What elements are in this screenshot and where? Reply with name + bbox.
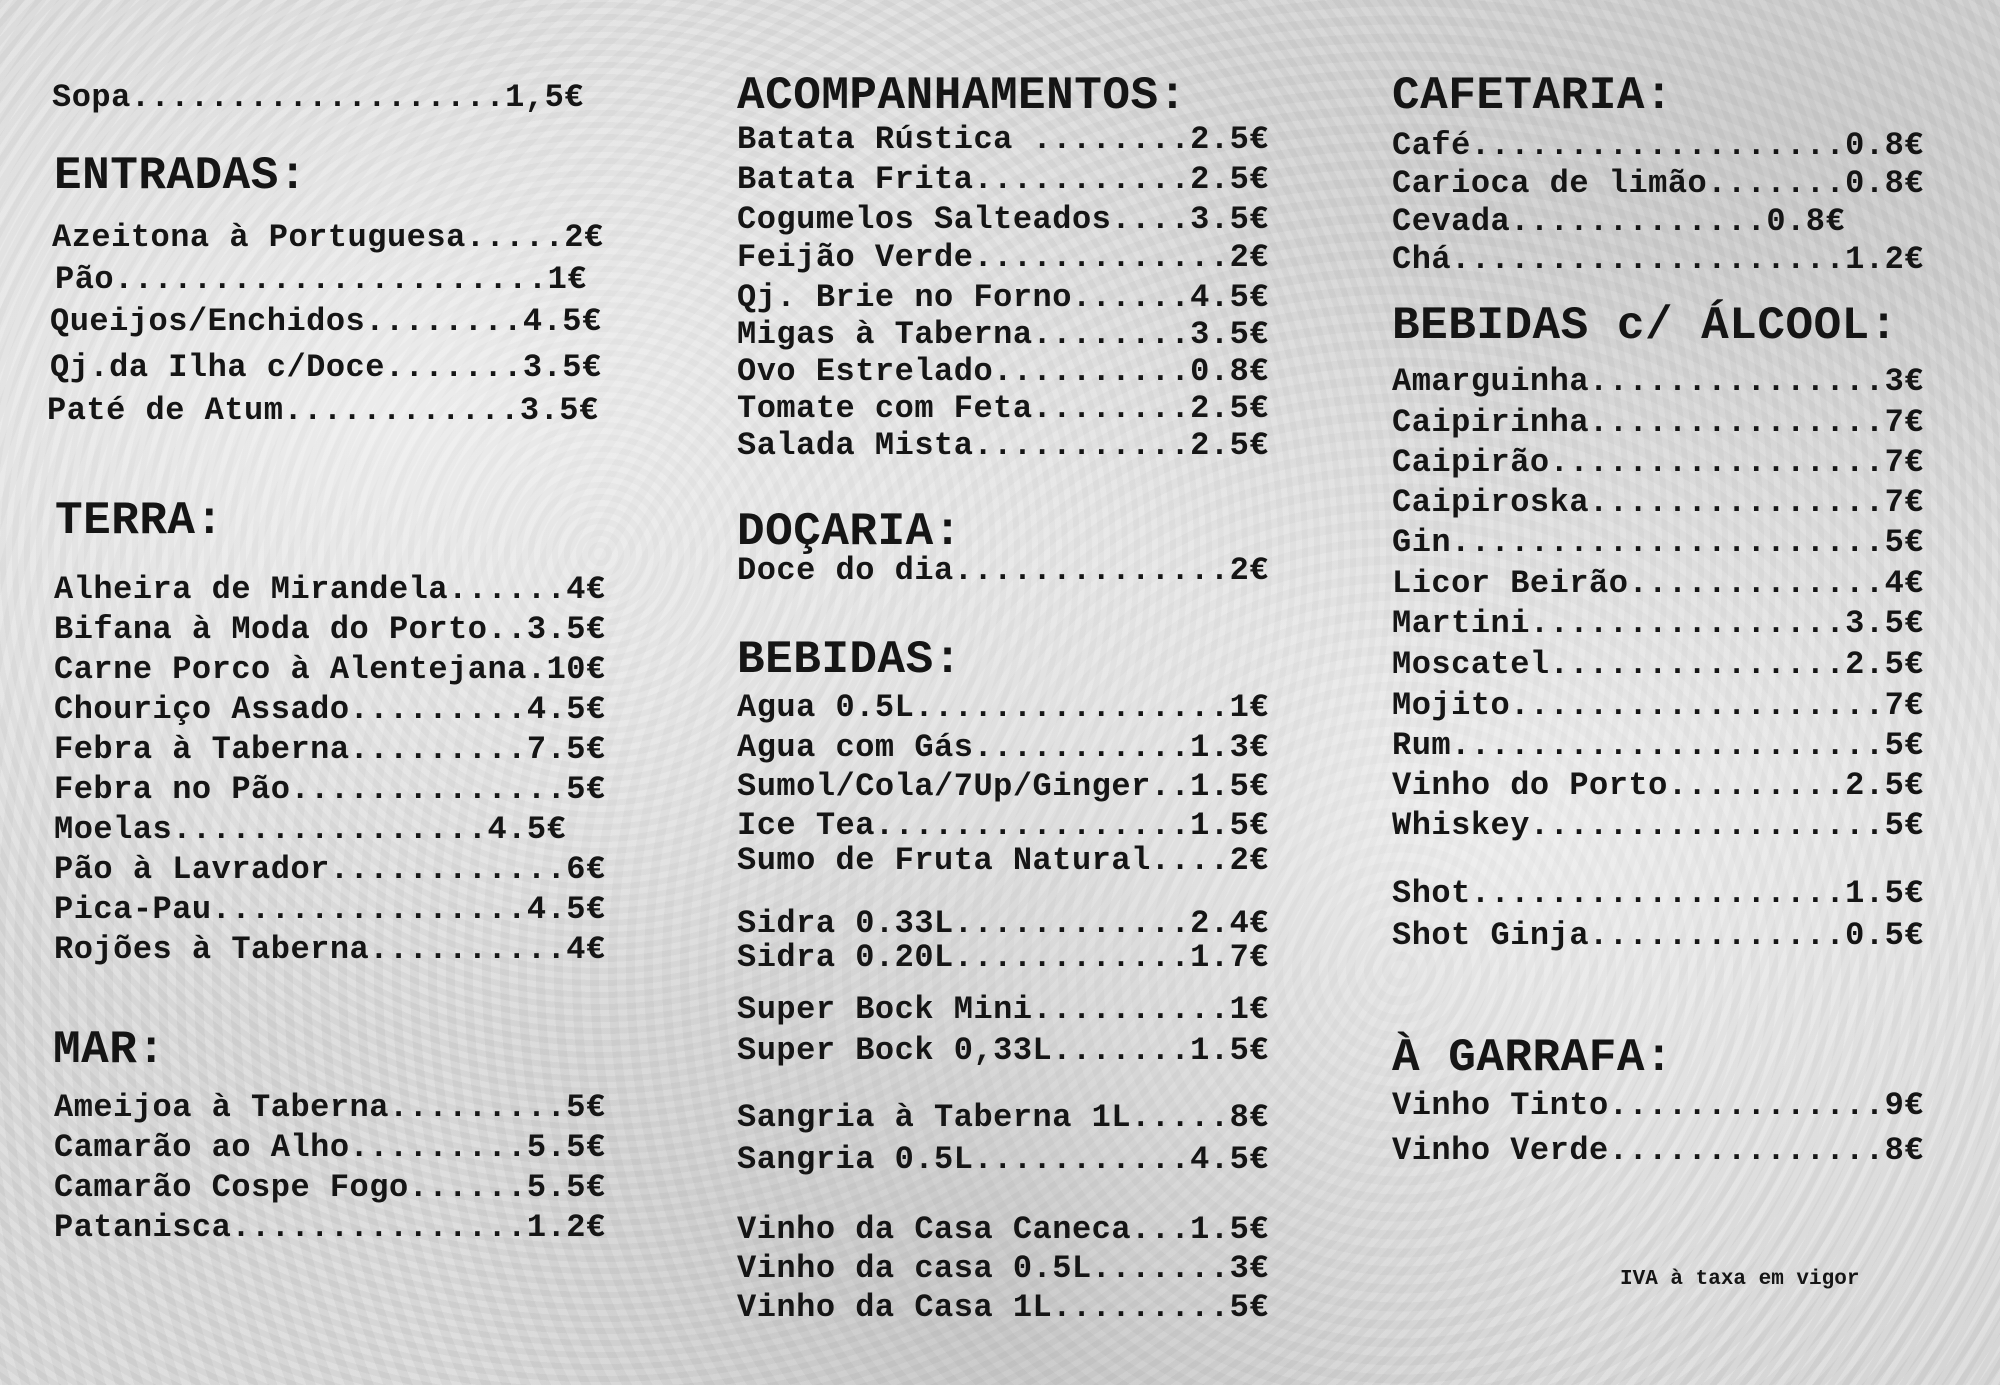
menu-item: Moelas................4.5€ bbox=[54, 811, 567, 848]
menu-item: Chá....................1.2€ bbox=[1392, 241, 1924, 278]
menu-item: Cevada.............0.8€ bbox=[1392, 203, 1846, 240]
section-title-terra: TERRA: bbox=[55, 495, 224, 547]
menu-item: Agua 0.5L................1€ bbox=[737, 689, 1269, 726]
menu-item: Whiskey..................5€ bbox=[1392, 807, 1924, 844]
section-title-entradas: ENTRADAS: bbox=[54, 150, 307, 202]
menu-item: Ovo Estrelado..........0.8€ bbox=[737, 353, 1269, 390]
menu-item: Rum......................5€ bbox=[1392, 727, 1924, 764]
menu-item: Shot Ginja.............0.5€ bbox=[1392, 917, 1924, 954]
menu-item: Ameijoa à Taberna.........5€ bbox=[54, 1089, 606, 1126]
section-title-bebidas-alcool: BEBIDAS c/ ÁLCOOL: bbox=[1392, 300, 1898, 352]
menu-item: Pica-Pau................4.5€ bbox=[54, 891, 606, 928]
menu-item: Tomate com Feta........2.5€ bbox=[737, 390, 1269, 427]
menu-item: Febra no Pão..............5€ bbox=[54, 771, 606, 808]
menu-item: Azeitona à Portuguesa.....2€ bbox=[52, 219, 604, 256]
menu-item: Sangria à Taberna 1L.....8€ bbox=[737, 1099, 1269, 1136]
menu-item: Camarão Cospe Fogo......5.5€ bbox=[54, 1169, 606, 1206]
menu-item: Pão......................1€ bbox=[55, 261, 587, 298]
menu-item: Sangria 0.5L...........4.5€ bbox=[737, 1141, 1269, 1178]
menu-item: Caipirinha...............7€ bbox=[1392, 404, 1924, 441]
menu-item: Carioca de limão.......0.8€ bbox=[1392, 165, 1924, 202]
menu-item: Doce do dia..............2€ bbox=[737, 552, 1269, 589]
menu-item: Febra à Taberna.........7.5€ bbox=[54, 731, 606, 768]
menu-item: Moscatel...............2.5€ bbox=[1392, 646, 1924, 683]
menu-item: Vinho Verde..............8€ bbox=[1392, 1132, 1924, 1169]
menu-item-sopa: Sopa...................1,5€ bbox=[52, 79, 584, 116]
menu-item: Sidra 0.33L............2.4€ bbox=[737, 905, 1269, 942]
menu-item: Pão à Lavrador............6€ bbox=[54, 851, 606, 888]
section-title-docaria: DOÇARIA: bbox=[737, 506, 962, 558]
section-title-acompanhamentos: ACOMPANHAMENTOS: bbox=[737, 70, 1187, 122]
menu-item: Batata Frita...........2.5€ bbox=[737, 161, 1269, 198]
menu-item: Shot...................1.5€ bbox=[1392, 875, 1924, 912]
menu-item: Vinho do Porto.........2.5€ bbox=[1392, 767, 1924, 804]
menu-item: Carne Porco à Alentejana.10€ bbox=[54, 651, 606, 688]
menu-item: Salada Mista...........2.5€ bbox=[737, 427, 1269, 464]
menu-item: Qj.da Ilha c/Doce.......3.5€ bbox=[50, 349, 602, 386]
menu-item: Cogumelos Salteados....3.5€ bbox=[737, 201, 1269, 238]
menu-item: Caipiroska...............7€ bbox=[1392, 484, 1924, 521]
menu-item: Qj. Brie no Forno......4.5€ bbox=[737, 279, 1269, 316]
menu-item: Batata Rústica ........2.5€ bbox=[737, 121, 1269, 158]
menu-item: Feijão Verde.............2€ bbox=[737, 239, 1269, 276]
menu-item: Amarguinha...............3€ bbox=[1392, 363, 1924, 400]
menu-item: Vinho da Casa 1L.........5€ bbox=[737, 1289, 1269, 1326]
menu-item: Martini................3.5€ bbox=[1392, 605, 1924, 642]
section-title-mar: MAR: bbox=[53, 1024, 166, 1076]
menu-item: Paté de Atum............3.5€ bbox=[47, 392, 599, 429]
menu-item: Sidra 0.20L............1.7€ bbox=[737, 939, 1269, 976]
menu-item: Café...................0.8€ bbox=[1392, 127, 1924, 164]
menu-item: Caipirão.................7€ bbox=[1392, 444, 1924, 481]
menu-item: Migas à Taberna........3.5€ bbox=[737, 316, 1269, 353]
section-title-bebidas: BEBIDAS: bbox=[737, 634, 962, 686]
menu-item: Chouriço Assado.........4.5€ bbox=[54, 691, 606, 728]
section-title-a-garrafa: À GARRAFA: bbox=[1392, 1032, 1674, 1084]
menu-item: Ice Tea................1.5€ bbox=[737, 807, 1269, 844]
menu-item: Alheira de Mirandela......4€ bbox=[54, 571, 606, 608]
menu-item: Super Bock Mini..........1€ bbox=[737, 991, 1269, 1028]
menu-item: Super Bock 0,33L.......1.5€ bbox=[737, 1032, 1269, 1069]
menu-item: Queijos/Enchidos........4.5€ bbox=[50, 303, 602, 340]
section-title-cafetaria: CAFETARIA: bbox=[1392, 70, 1674, 122]
vat-note: IVA à taxa em vigor bbox=[1620, 1268, 1860, 1291]
menu-item: Vinho da Casa Caneca...1.5€ bbox=[737, 1211, 1269, 1248]
menu-item: Sumo de Fruta Natural....2€ bbox=[737, 842, 1269, 879]
menu-item: Sumol/Cola/7Up/Ginger..1.5€ bbox=[737, 768, 1269, 805]
menu-item: Camarão ao Alho.........5.5€ bbox=[54, 1129, 606, 1166]
menu-item: Mojito...................7€ bbox=[1392, 687, 1924, 724]
menu-item: Agua com Gás...........1.3€ bbox=[737, 729, 1269, 766]
menu-item: Vinho da casa 0.5L.......3€ bbox=[737, 1250, 1269, 1287]
menu-item: Gin......................5€ bbox=[1392, 524, 1924, 561]
menu-item: Licor Beirão.............4€ bbox=[1392, 565, 1924, 602]
menu-item: Bifana à Moda do Porto..3.5€ bbox=[54, 611, 606, 648]
menu-item: Rojões à Taberna..........4€ bbox=[54, 931, 606, 968]
menu-item: Patanisca...............1.2€ bbox=[54, 1209, 606, 1246]
menu-item: Vinho Tinto..............9€ bbox=[1392, 1087, 1924, 1124]
